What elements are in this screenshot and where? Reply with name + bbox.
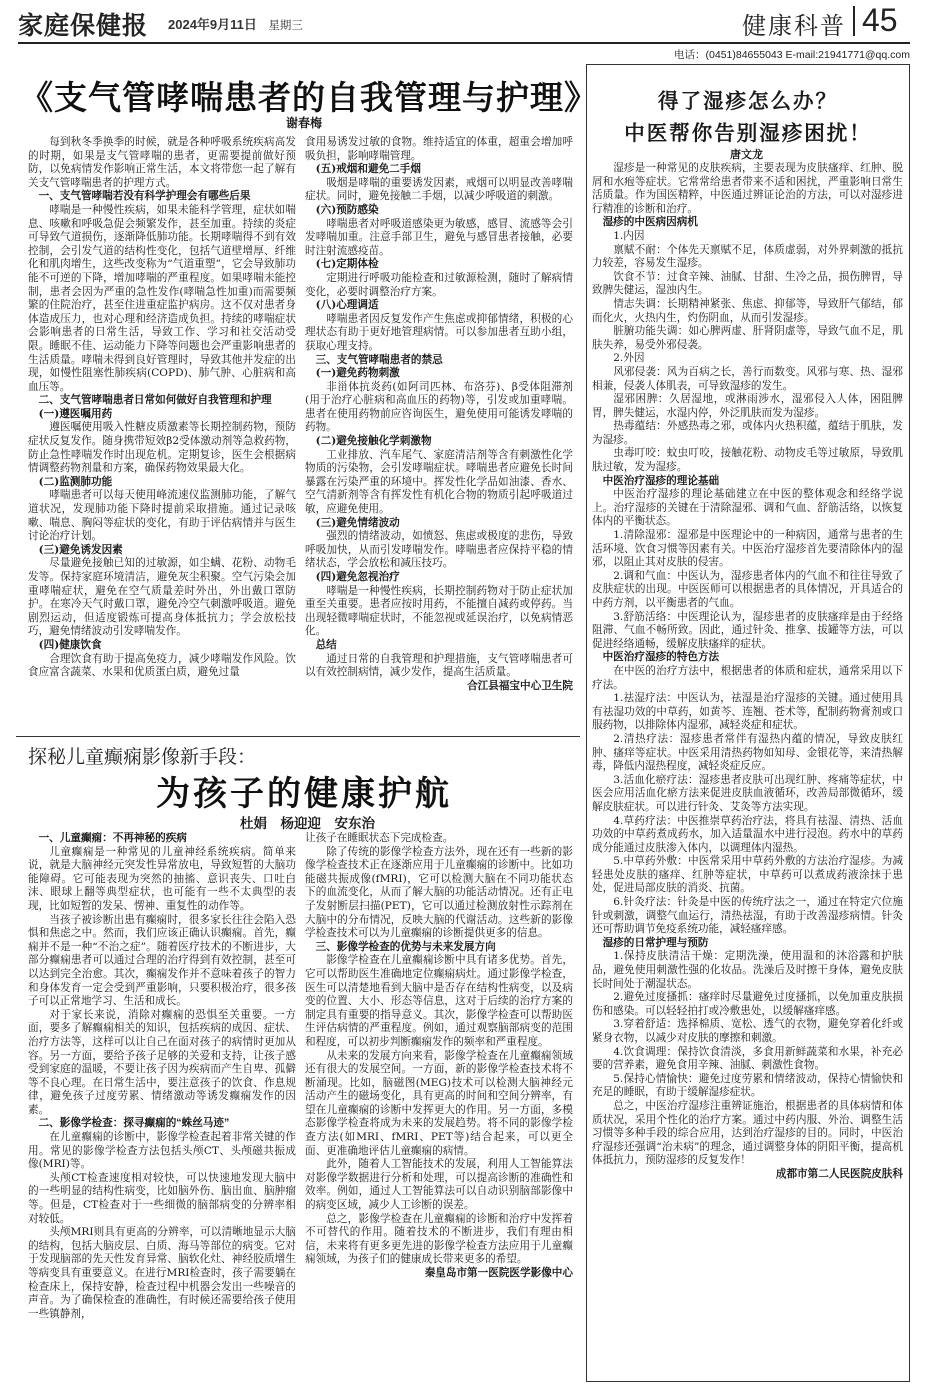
paragraph: 风邪侵袭：风为百病之长，善行而数变。风邪与寒、热、湿邪相兼，侵袭人体肌表，可导致湿疹的发生。 <box>592 365 903 392</box>
paragraph: 情志失调：长期精神紧张、焦虑、抑郁等，导致肝气郁结，郁而化火，火热内生，灼伤阴血，从而引发湿疹。 <box>592 297 903 324</box>
sub-heading: (二)监测肺功能 <box>38 475 113 488</box>
source-line: 秦皇岛市第一医院医学影像中心 <box>424 1267 573 1279</box>
paragraph: 6.针灸疗法：针灸是中医的传统疗法之一，通过在特定穴位施针或刺激，调整气血运行，清热祛湿，有助于改善湿疹病情。针灸还可帮助调节免疫系统功能，减轻瘙痒感。 <box>592 896 903 936</box>
paragraph: 儿童癫痫是一种常见的儿童神经系统疾病。简单来说，就是大脑神经元突发性异常放电，导致短暂的大脑功能障碍。它可能表现为突然的抽搐、意识丧失、口吐白沫、眼球上翻等典型症状，也可能有一些不太典型的表现，比如短暂的发呆、愣神、重复性的动作等。 <box>28 845 296 912</box>
article2-authors: 杜娟 杨迎迎 安东治 <box>240 816 375 832</box>
sub-heading: (五)戒烟和避免二手烟 <box>315 163 421 176</box>
sub-heading: (二)避免接触化学刺激物 <box>315 435 432 448</box>
article1-column2 <box>305 136 573 736</box>
section-name: 健康科普 <box>742 12 846 40</box>
section-heading: 中医治疗湿疹的理论基础 <box>602 474 720 487</box>
source-line: 合江县福宝中心卫生院 <box>467 679 573 692</box>
paragraph: 热毒蕴结：外感热毒之邪，或体内火热积蕴，蕴结于肌肤，发为湿疹。 <box>592 420 903 446</box>
issue-date <box>168 14 303 33</box>
paragraph: 1.祛湿疗法：中医认为，祛湿是治疗湿疹的关键。通过使用具有祛湿功效的中草药，如黄芩、连翘、苍术等，配制药物膏剂或口服药物，以排除体内湿邪，减轻炎症和症状。 <box>592 692 903 732</box>
page-number: 45 <box>862 2 898 38</box>
article1-column1 <box>28 136 296 736</box>
date-text: 2024年9月11日 <box>168 17 257 32</box>
paragraph: 脏腑功能失调：如心脾两虚、肝肾阴虚等，导致气血不足，肌肤失养，易受外邪侵袭。 <box>592 325 903 351</box>
paragraph: 尽量避免接触已知的过敏源，如尘螨、花粉、动物毛发等。保持家庭环境清洁，避免灰尘积聚。空气污染会加重哮喘症状，避免在空气质量差时外出，外出戴口罩防护。在寒冷天气时戴口罩，避免冷空气刺激呼吸道。避免剧烈运动，但适度锻炼可提高身体抵抗力；学会放松技巧，避免情绪波动引发哮喘发作。 <box>28 557 296 638</box>
paragraph: 食用易诱发过敏的食物。维持适宜的体重，超重会增加呼吸负担，影响哮喘管理。 <box>305 136 573 162</box>
paragraph: 哮喘患者对呼吸道感染更为敏感，感冒、流感等会引发哮喘加重。注意手部卫生，避免与感冒患者接触，必要时注射流感疫苗。 <box>305 217 573 257</box>
header-divider <box>853 6 855 36</box>
paragraph: 虫毒叮咬：蚊虫叮咬，接触花粉、动物皮毛等过敏原，导致肌肤过敏，发为湿疹。 <box>592 447 903 474</box>
paragraph: 总之，中医治疗湿疹注重辨证施治，根据患者的具体病情和体质状况，采用个性化的治疗方案。通过中药内服、外治、调整生活习惯等多种手段的综合应用，达到治疗湿疹的目的。同时，中医治疗湿疹还强调“治未病”的理念，通过调整身体的阴阳平衡，提高机体抵抗力，预防湿疹的反复发作！ <box>592 1099 903 1167</box>
paragraph: 非甾体抗炎药(如阿司匹林、布洛芬)、β受体阻滞剂(用于治疗心脏病和高血压的药物)等，引发或加重哮喘。患者在使用药物前应咨询医生，避免使用可能诱发哮喘的药物。 <box>305 380 573 434</box>
article3-title-line2: 中医帮你告别湿疹困扰！ <box>624 121 872 145</box>
paragraph: 5.中草药外敷：中医常采用中草药外敷的方法治疗湿疹。为减轻患处皮肤的瘙痒、红肿等症状，中草药可以煮成药液涂抹于患处，促进局部皮肤的消炎、抗菌。 <box>592 855 903 895</box>
article3-author: 唐文龙 <box>730 148 763 161</box>
article2-title: 为孩子的健康护航 <box>156 774 452 814</box>
paragraph: 在儿童癫痫的诊断中，影像学检查起着非常关键的作用。常见的影像学检查方法包括头颅CT、头颅磁共振成像(MRI)等。 <box>28 1131 296 1171</box>
section-heading: 湿疹的日常护理与预防 <box>602 936 709 949</box>
article3-body <box>592 162 903 1376</box>
paragraph: 哮喘患者可以每天使用峰流速仪监测肺功能，了解气道状况，发现肺功能下降时提前采取措施。通过记录咳嗽、喘息、胸闷等症状的变化，有助于评估病情并与医生讨论治疗计划。 <box>28 489 296 543</box>
paragraph: 饮食不节：过食辛辣、油腻、甘甜、生冷之品，损伤脾胃，导致脾失健运，湿浊内生。 <box>592 270 903 297</box>
contact-line: 电话：(0451)84655043 E-mail:21941771@qq.com <box>674 49 910 61</box>
article-separator <box>16 736 580 737</box>
paragraph: 对于家长来说，消除对癫痫的恐惧至关重要。一方面，要多了解癫痫相关的知识，包括疾病的成因、症状、治疗方法等，这样可以让自己在面对孩子的病情时更加从容。另一方面，要给予孩子足够的关爱和支持，让孩子感受到家庭的温暖，不要让孩子因为疾病而产生自卑、孤僻等不良心理。在日常生活中，要注意孩子的饮食、作息规律，避免孩子过度劳累、情绪激动等诱发癫痫发作的因素。 <box>28 1008 296 1116</box>
paragraph: 此外，随着人工智能技术的发展，利用人工智能算法对影像学数据进行分析和处理，可以提高诊断的准确性和效率。例如，通过人工智能算法可以自动识别脑部影像中的病变区域，减少人工诊断的误差。 <box>305 1158 573 1212</box>
paragraph: 在中医的治疗方法中，根据患者的体质和症状，通常采用以下疗法。 <box>592 664 903 691</box>
sub-heading: (四)避免忽视治疗 <box>315 571 400 583</box>
paragraph: 强烈的情绪波动，如愤怒、焦虑或极度的悲伤，导致呼吸加快，从而引发哮喘发作。哮喘患者应保持平稳的情绪状态，学会放松和减压技巧。 <box>305 530 573 570</box>
paragraph: 2.调和气血：中医认为，湿疹患者体内的气血不和往往导致了皮肤症状的出现。中医医师可以根据患者的具体情况，开具适合的中药方剂，以平衡患者的气血。 <box>592 569 903 609</box>
section-heading: 一、儿童癫痫：不再神秘的疾病 <box>38 832 187 844</box>
sub-heading: (四)健康饮食 <box>38 638 102 651</box>
paragraph: 定期进行呼吸功能检查和过敏源检测，随时了解病情变化，必要时调整治疗方案。 <box>305 271 573 298</box>
article2-column2 <box>305 832 573 1380</box>
paragraph: 2.避免过度搔抓：瘙痒时尽量避免过度搔抓，以免加重皮肤损伤和感染。可以轻轻拍打或冷敷患处，以缓解瘙痒感。 <box>592 991 903 1017</box>
section-heading: 中医治疗湿疹的特色方法 <box>602 651 720 664</box>
paragraph: 3.穿着舒适：选择棉质、宽松、透气的衣物，避免穿着化纤或紧身衣物，以减少对皮肤的摩擦和刺激。 <box>592 1018 903 1044</box>
section-heading: 湿疹的中医病因病机 <box>602 216 698 229</box>
paragraph: 1.内因 <box>613 229 645 242</box>
article2-column1 <box>28 832 296 1380</box>
section-heading: 三、影像学检查的优势与未来发展方向 <box>315 940 496 953</box>
sub-heading: (六)预防感染 <box>315 203 379 216</box>
section-heading: 二、支气管哮喘患者日常如何做好自我管理和护理 <box>38 394 272 407</box>
weekday-text: 星期三 <box>268 20 303 32</box>
paragraph: 头颅CT检查速度相对较快，可以快速地发现大脑中的一些明显的结构性病变，比如脑外伤、脑出血、脑肿瘤等。但是，CT检查对于一些细微的脑部病变的分辨率相对较低。 <box>28 1171 296 1225</box>
section-heading: 二、影像学检查：探寻癫痫的“蛛丝马迹” <box>38 1117 230 1130</box>
paragraph: 每到秋冬季换季的时候，就是各种呼吸系统疾病高发的时期，如果是支气管哮喘的患者，更需要提前做好预防，以免病情发作影响正常生活，本文将带您一起了解有关支气管哮喘患者的护理方式。 <box>28 136 296 189</box>
section-heading: 一、支气管哮喘若没有科学护理会有哪些后果 <box>38 190 251 203</box>
paragraph: 湿邪困脾：久居湿地，或淋雨涉水，湿邪侵入人体，困阻脾胃，脾失健运，水湿内停，外泛肌肤而发为湿疹。 <box>592 393 903 419</box>
paragraph: 总之，影像学检查在儿童癫痫的诊断和治疗中发挥着不可替代的作用。随着技术的不断进步，我们有理由相信，未来将有更多更先进的影像学检查方法应用于儿童癫痫领域，为孩子们的健康成长带来更多的希望。 <box>305 1212 573 1266</box>
paragraph: 中医治疗湿疹的理论基础建立在中医的整体观念和经络学说上。治疗湿疹的关键在于清除湿邪、调和气血、舒筋活络，以恢复体内的平衡状态。 <box>592 488 903 528</box>
paragraph: 2.外因 <box>613 352 645 365</box>
sub-heading: (三)避免情绪波动 <box>315 516 400 529</box>
paragraph: 影像学检查在儿童癫痫诊断中具有诸多优势。首先，它可以帮助医生准确地定位癫痫病灶。通过影像学检查，医生可以清楚地看到大脑中是否存在结构性病变，以及病变的位置、大小、形态等信息，这对于后续的治疗方案的制定具有重要的指导意义。其次，影像学检查可以帮助医生评估病情的严重程度。例如，通过观察脑部病变的范围和程度，可以初步判断癫痫发作的频率和严重程度。 <box>305 954 573 1048</box>
paragraph: 从未来的发展方向来看，影像学检查在儿童癫痫领域还有很大的发展空间。一方面，新的影像学检查技术将不断涌现。比如，脑磁图(MEG)技术可以检测大脑神经元活动产生的磁场变化，具有更高的时间和空间分辨率，有望在儿童癫痫的诊断中发挥更大的作用。另一方面，多模态影像学检查将成为未来的发展趋势。将不同的影像学检查方法(如MRI、fMRI、PET等)结合起来，可以更全面、更准确地评估儿童癫痫的病情。 <box>305 1049 573 1157</box>
sub-heading: (一)避免药物刺激 <box>315 367 400 380</box>
paragraph: 4.饮食调理：保持饮食清淡，多食用新鲜蔬菜和水果，补充必要的营养素，避免食用辛辣、油腻、刺激性食物。 <box>592 1045 903 1072</box>
article1-author: 谢春梅 <box>286 116 323 130</box>
article3-title-line1: 得了湿疹怎么办？ <box>658 89 838 113</box>
paragraph: 哮喘患者因反复发作产生焦虑或抑郁情绪，积极的心理状态有助于更好地管理病情。可以参加患者互助小组，获取心理支持。 <box>305 312 573 352</box>
paragraph: 吸烟是哮喘的重要诱发因素，戒烟可以明显改善哮喘症状。同时，避免接触二手烟，以减少呼吸道的刺激。 <box>305 176 573 203</box>
paragraph: 让孩子在睡眠状态下完成检查。 <box>305 832 454 844</box>
paragraph: 当孩子被诊断出患有癫痫时，很多家长往往会陷入恐惧和焦虑之中。然而，我们应该正确认识癫痫。首先，癫痫并不是一种“不治之症”。随着医疗技术的不断进步，大部分癫痫患者可以通过合理的治疗得到有效控制，甚至可以达到完全治愈。其次，癫痫发作并不意味着孩子的智力和身体发育一定会受到严重影响，只要积极治疗，很多孩子可以正常地学习、生活和成长。 <box>28 913 296 1008</box>
paragraph: 遵医嘱使用吸入性糖皮质激素等长期控制药物，预防症状反复发作。随身携带短效β2受体激动剂等急救药物，防止急性哮喘发作时出现危机。定期复诊，医生会根据病情调整药物剂量和方案，确保药物效果最大化。 <box>28 421 296 475</box>
paragraph: 除了传统的影像学检查方法外，现在还有一些新的影像学检查技术正在逐渐应用于儿童癫痫的诊断中。比如功能磁共振成像(fMRI)，它可以检测大脑在不同功能状态下的血流变化，从而了解大脑的功能活动情况。还有正电子发射断层扫描(PET)，它可以通过检测放射性示踪剂在大脑中的分布情况，反映大脑的代谢活动。这些新的影像学检查技术可以为儿童癫痫的诊断提供更多的信息。 <box>305 845 573 940</box>
paragraph: 3.活血化瘀疗法：湿疹患者皮肤可出现红肿、疼痛等症状，中医会应用活血化瘀方法来促进皮肤血液循环，改善局部微循环，缓解皮肤症状。可以进行针灸、艾灸等方法实现。 <box>592 773 903 813</box>
section-heading: 三、支气管哮喘患者的禁忌 <box>315 353 443 366</box>
paragraph: 通过日常的自我管理和护理措施，支气管哮喘患者可以有效控制病情，减少发作，提高生活质量。 <box>305 652 573 679</box>
paragraph: 3.舒筋活络：中医理论认为，湿疹患者的皮肤瘙痒是由于经络阻滞、气血不畅所致。因此，通过针灸、推拿、拔罐等方法，可以促进经络通畅，缓解皮肤瘙痒的症状。 <box>592 610 903 650</box>
sub-heading: (七)定期体检 <box>315 258 379 271</box>
source-line: 成都市第二人民医院皮肤科 <box>775 1167 903 1180</box>
paragraph: 1.清除湿邪：湿邪是中医理论中的一种病因，通常与患者的生活环境、饮食习惯等因素有关。中医治疗湿疹首先要清除体内的湿邪，以阻止其对皮肤的侵害。 <box>592 529 903 569</box>
section-heading: 总结 <box>315 638 337 651</box>
sub-heading: (八)心理调适 <box>315 299 379 312</box>
paragraph: 1.保持皮肤清洁干燥：定期洗澡，使用温和的沐浴露和护肤品，避免使用刺激性强的化妆品。洗澡后及时擦干身体，避免皮肤长时间处于潮湿状态。 <box>592 950 903 990</box>
paragraph: 4.草药疗法：中医推崇草药治疗法，将具有祛湿、清热、活血功效的中草药煮成药水，加入适量温水中进行浸泡。药水中的草药成分能通过皮肤渗入体内，以调理体内湿热。 <box>592 814 903 854</box>
article2-subtitle: 探秘儿童癫痫影像新手段： <box>28 746 257 768</box>
sub-heading: (一)遵医嘱用药 <box>38 407 113 420</box>
sub-heading: (三)避免诱发因素 <box>38 543 123 556</box>
paragraph: 湿疹是一种常见的皮肤疾病，主要表现为皮肤瘙痒、红肿、脱屑和水疱等症状。它常常给患者带来不适和困扰，严重影响日常生活质量。作为国医精粹，中医通过辨证论治的方法，可以对湿疹进行精准的诊断和治疗。 <box>592 162 903 215</box>
paragraph: 禀赋不耐：个体先天禀赋不足，体质虚弱，对外界刺激的抵抗力较差，容易发生湿疹。 <box>592 243 903 270</box>
paragraph: 合理饮食有助于提高免疫力，减少哮喘发作风险。饮食应富含蔬菜、水果和优质蛋白质，避免过量 <box>28 652 296 679</box>
paragraph: 5.保持心情愉快：避免过度劳累和情绪波动，保持心情愉快和充足的睡眠，有助于缓解湿疹症状。 <box>592 1072 903 1099</box>
header-rule <box>18 42 910 44</box>
paragraph: 工业排放、汽车尾气、家庭清洁剂等含有刺激性化学物质的污染物，会引发哮喘症状。哮喘患者应避免长时间暴露在污染严重的环境中。挥发性化学品如油漆、香水、空气清新剂等含有挥发性有机化合物的物质引起呼吸道过敏，应避免使用。 <box>305 448 573 516</box>
newspaper-name: 家庭保健报 <box>18 11 149 40</box>
paragraph: 2.清热疗法：湿疹患者常伴有湿热内蕴的情况，导致皮肤红肿、瘙痒等症状。中医采用清热药物如知母、金银花等，来清热解毒，降低内湿热程度，减轻炎症反应。 <box>592 732 903 773</box>
paragraph: 哮喘是一种慢性疾病，长期控制药物对于防止症状加重至关重要。患者应按时用药，不能擅自减药或停药。当出现轻微哮喘症状时，不能忽视或延误治疗，以免病情恶化。 <box>305 584 573 638</box>
paragraph: 哮喘是一种慢性疾病，如果未能科学管理，症状如喘息、咳嗽和呼吸急促会频繁发作，甚至加重。持续的炎症可导致气道损伤，逐渐降低肺功能。长期哮喘得不到有效控制，会引发气道的结构性变化，包括气道壁增厚、纤维化和肌肉增生，这些改变称为“气道重塑”，它会导致肺功能不可逆的下降，增加哮喘的严重程度。如果哮喘未能控制，患者会因为严重的急性发作(哮喘急性加重)而需要频繁的住院治疗，甚至住进重症监护病房。这不仅对患者身体造成压力，也对心理和经济造成负担。持续的哮喘症状会影响患者的日常生活，导致工作、学习和社交活动受限。睡眠不佳、运动能力下降等问题也会严重影响患者的生活质量。哮喘未得到良好管理时，导致其他并发症的出现，如慢性阻塞性肺疾病(COPD)、肺气肿、心脏病和高血压等。 <box>28 203 296 393</box>
paragraph: 头颅MRI则具有更高的分辨率，可以清晰地显示大脑的结构，包括大脑皮层、白质、海马等部位的病变。它对于发现脑部的先天性发育异常、脑软化灶、神经胶质增生等病变具有重要意义。在进行MRI检查时，孩子需要躺在检查床上，保持安静，检查过程中机器会发出一些噪音的声音。为了确保检查的准确性，有时候还需要给孩子使用一些镇静剂， <box>28 1226 296 1320</box>
article1-title: 《支气管哮喘患者的自我管理与护理》 <box>20 78 598 117</box>
